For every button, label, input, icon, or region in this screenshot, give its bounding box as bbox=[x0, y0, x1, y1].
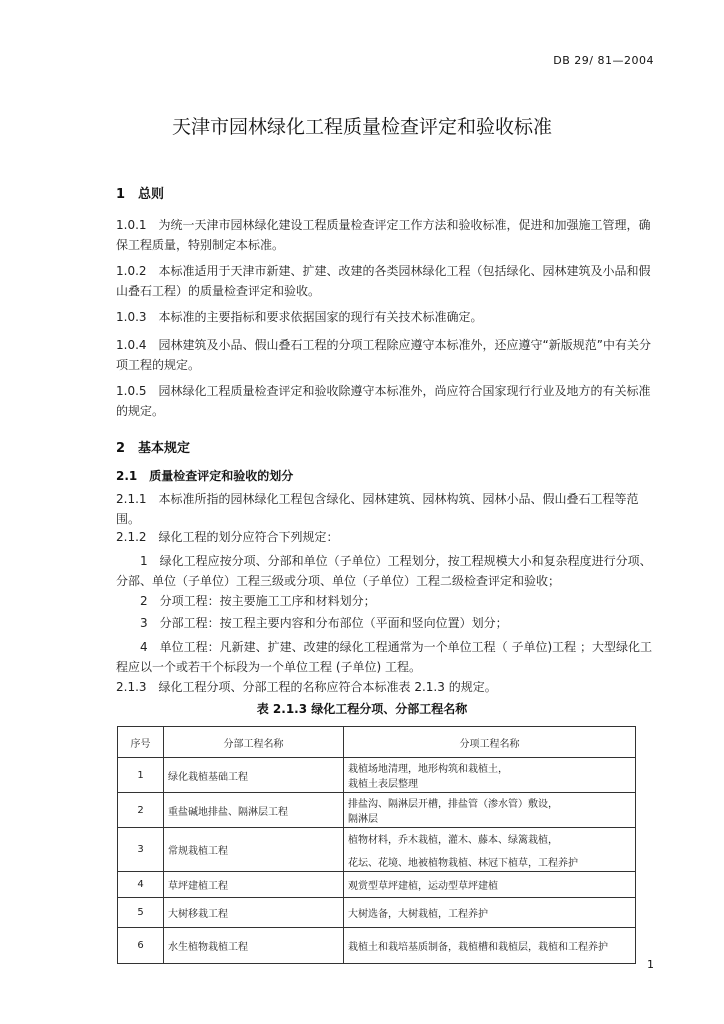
section-1-heading: 1 总则 bbox=[116, 187, 165, 202]
item-names bbox=[344, 828, 636, 872]
clause-1-0-5: 1.0.5 园林绿化工程质量检查评定和验收除遵守本标准外，尚应符合国家现行行业及地方的有关标准的规定。 bbox=[116, 384, 651, 418]
clause-1-0-1: 1.0.1 为统一天津市园林绿化建设工程质量检查评定工作方法和验收标准，促进和加强施工管理，确保工程质量，特别制定本标准。 bbox=[116, 218, 651, 252]
item-names bbox=[344, 793, 636, 828]
column-header-no: 序号 bbox=[118, 727, 164, 758]
part-name: 水生植物栽植工程 bbox=[164, 928, 344, 964]
column-header-items: 分项工程名称 bbox=[344, 727, 636, 758]
item-line: 隔淋层 bbox=[348, 814, 378, 825]
item-line: 植物材料，乔木栽植，灌木、藤本、绿篱栽植， bbox=[348, 834, 558, 846]
row-number: 3 bbox=[118, 828, 164, 872]
section-2-heading: 2 基本规定 bbox=[116, 441, 191, 456]
list-item-3: 3 分部工程：按工程主要内容和分布部位（平面和竖向位置）划分； bbox=[140, 616, 508, 630]
item-line: 栽植土和栽培基质制备，栽植槽和栽植层，栽植和工程养护 bbox=[348, 942, 608, 953]
row-number: 5 bbox=[118, 898, 164, 928]
clause-2-1-2: 2.1.2 绿化工程的划分应符合下列规定： bbox=[116, 530, 339, 544]
part-name: 常规栽植工程 bbox=[164, 828, 344, 872]
table-row bbox=[118, 928, 636, 964]
table-row bbox=[118, 872, 636, 898]
table-row bbox=[118, 898, 636, 928]
list-item-4: 4 单位工程：凡新建、扩建、改建的绿化工程通常为一个单位工程（ 子单位)工程 ；大型绿化工程应以一个或若干个标段为一个单位工程 (子单位) 工程。 bbox=[116, 640, 652, 674]
row-number: 6 bbox=[118, 928, 164, 964]
project-division-table bbox=[117, 726, 636, 964]
part-name: 重盐碱地排盐、隔淋层工程 bbox=[164, 793, 344, 828]
item-line: 大树选备，大树栽植，工程养护 bbox=[348, 909, 488, 920]
item-line: 花坛、花境、地被植物栽植、林冠下植草，工程养护 bbox=[348, 857, 578, 869]
item-line: 排盐沟、隔淋层开槽，排盐管（渗水管）敷设， bbox=[348, 799, 558, 810]
document-title: 天津市园林绿化工程质量检查评定和验收标准 bbox=[171, 116, 552, 138]
page-number: 1 bbox=[647, 958, 654, 971]
standard-code: DB 29/ 81—2004 bbox=[553, 54, 654, 67]
clause-2-1-1: 2.1.1 本标准所指的园林绿化工程包含绿化、园林建筑、园林构筑、园林小品、假山叠石工程等范围。 bbox=[116, 492, 639, 526]
clause-1-0-3: 1.0.3 本标准的主要指标和要求依据国家的现行有关技术标准确定。 bbox=[116, 310, 483, 324]
table-row bbox=[118, 758, 636, 793]
row-number: 1 bbox=[118, 758, 164, 793]
part-name: 绿化栽植基础工程 bbox=[164, 758, 344, 793]
table-row bbox=[118, 828, 636, 872]
column-header-part: 分部工程名称 bbox=[164, 727, 344, 758]
list-item-1: 1 绿化工程应按分项、分部和单位（子单位）工程划分，按工程规模大小和复杂程度进行分项、分部、单位（子单位）工程三级或分项、单位（子单位）工程二级检查评定和验收； bbox=[116, 554, 652, 588]
clause-2-1-3: 2.1.3 绿化工程分项、分部工程的名称应符合本标准表 2.1.3 的规定。 bbox=[116, 680, 497, 694]
item-line: 观赏型草坪建植，运动型草坪建植 bbox=[348, 881, 498, 892]
item-names bbox=[344, 872, 636, 898]
row-number: 2 bbox=[118, 793, 164, 828]
item-line: 栽植场地清理，地形构筑和栽植土， bbox=[348, 764, 508, 775]
clause-1-0-4: 1.0.4 园林建筑及小品、假山叠石工程的分项工程除应遵守本标准外，还应遵守“新版规范”中有关分项工程的规定。 bbox=[116, 338, 651, 372]
table-caption: 表 2.1.3 绿化工程分项、分部工程名称 bbox=[256, 702, 468, 716]
part-name: 大树移栽工程 bbox=[164, 898, 344, 928]
row-number: 4 bbox=[118, 872, 164, 898]
item-names bbox=[344, 898, 636, 928]
part-name: 草坪建植工程 bbox=[164, 872, 344, 898]
table-row bbox=[118, 793, 636, 828]
list-item-2: 2 分项工程：按主要施工工序和材料划分； bbox=[140, 594, 376, 608]
item-names bbox=[344, 758, 636, 793]
section-2-1-heading: 2.1 质量检查评定和验收的划分 bbox=[116, 469, 294, 483]
clause-1-0-2: 1.0.2 本标准适用于天津市新建、扩建、改建的各类园林绿化工程（包括绿化、园林建筑及小品和假山叠石工程）的质量检查评定和验收。 bbox=[116, 264, 651, 298]
table-header-row bbox=[118, 727, 636, 758]
item-line: 栽植土表层整理 bbox=[348, 779, 418, 790]
item-names bbox=[344, 928, 636, 964]
